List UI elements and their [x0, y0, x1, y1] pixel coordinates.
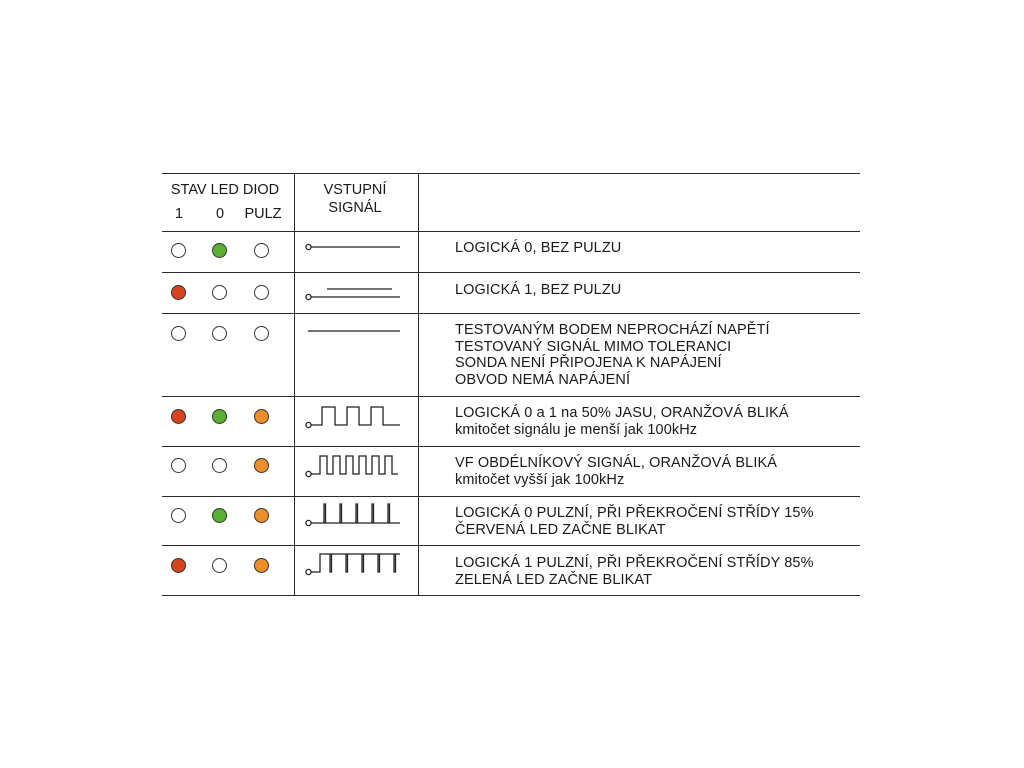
led-state-0 [212, 508, 227, 523]
row-divider [162, 545, 860, 546]
row-description: VF OBDÉLNÍKOVÝ SIGNÁL, ORANŽOVÁ BLIKÁ kmitočet vyšší jak 100kHz [455, 455, 777, 488]
table-border-bottom [162, 595, 860, 596]
led-state-0 [212, 409, 227, 424]
row-description: LOGICKÁ 0 PULZNÍ, PŘI PŘEKROČENÍ STŘÍDY 15% ČERVENÁ LED ZAČNE BLIKAT [455, 505, 814, 538]
row-divider [162, 496, 860, 497]
row-divider [162, 396, 860, 397]
led-col-1-label: 1 [174, 206, 184, 222]
led-state-1 [171, 326, 186, 341]
row-description: LOGICKÁ 1 PULZNÍ, PŘI PŘEKROČENÍ STŘÍDY 85% ZELENÁ LED ZAČNE BLIKAT [455, 555, 814, 588]
led-state-0 [212, 285, 227, 300]
row-description: LOGICKÁ 1, BEZ PULZU [455, 282, 622, 298]
led-pulse [254, 458, 269, 473]
led-status-heading: STAV LED DIOD [170, 182, 280, 198]
led-col-0-label: 0 [215, 206, 225, 222]
table-border-top [162, 173, 860, 174]
signal-icon-pulse-low [300, 496, 410, 540]
column-divider [294, 173, 295, 595]
signal-icon-logic-high [300, 272, 410, 316]
column-divider [418, 173, 419, 595]
row-divider [162, 231, 860, 232]
led-state-1 [171, 243, 186, 258]
row-description: LOGICKÁ 0 a 1 na 50% JASU, ORANŽOVÁ BLIKÁ kmitočet signálu je menší jak 100kHz [455, 405, 789, 438]
signal-icon-no-voltage [300, 313, 410, 357]
led-pulse [254, 508, 269, 523]
signal-icon-square-wave-high-freq [300, 446, 410, 490]
led-state-1 [171, 409, 186, 424]
signal-icon-logic-low [300, 230, 410, 274]
led-state-0 [212, 558, 227, 573]
led-state-0 [212, 326, 227, 341]
led-state-1 [171, 458, 186, 473]
row-divider [162, 272, 860, 273]
led-col-pulz-label: PULZ [244, 206, 282, 222]
signal-icon-pulse-high [300, 545, 410, 589]
led-pulse [254, 326, 269, 341]
led-state-1 [171, 285, 186, 300]
signal-heading-line1: VSTUPNÍ [323, 182, 387, 198]
led-pulse [254, 243, 269, 258]
row-description: TESTOVANÝM BODEM NEPROCHÁZÍ NAPĚTÍ TESTOVANÝ SIGNÁL MIMO TOLERANCI SONDA NENÍ PŘIPOJENA K NAPÁJENÍ OBVOD NEMÁ NAPÁJENÍ [455, 322, 770, 388]
led-state-0 [212, 243, 227, 258]
row-divider [162, 313, 860, 314]
led-pulse [254, 558, 269, 573]
led-pulse [254, 409, 269, 424]
led-state-0 [212, 458, 227, 473]
row-divider [162, 446, 860, 447]
led-state-1 [171, 508, 186, 523]
led-state-1 [171, 558, 186, 573]
signal-icon-square-wave-low-freq [300, 396, 410, 440]
row-description: LOGICKÁ 0, BEZ PULZU [455, 240, 622, 256]
led-pulse [254, 285, 269, 300]
signal-heading-line2: SIGNÁL [328, 200, 382, 216]
